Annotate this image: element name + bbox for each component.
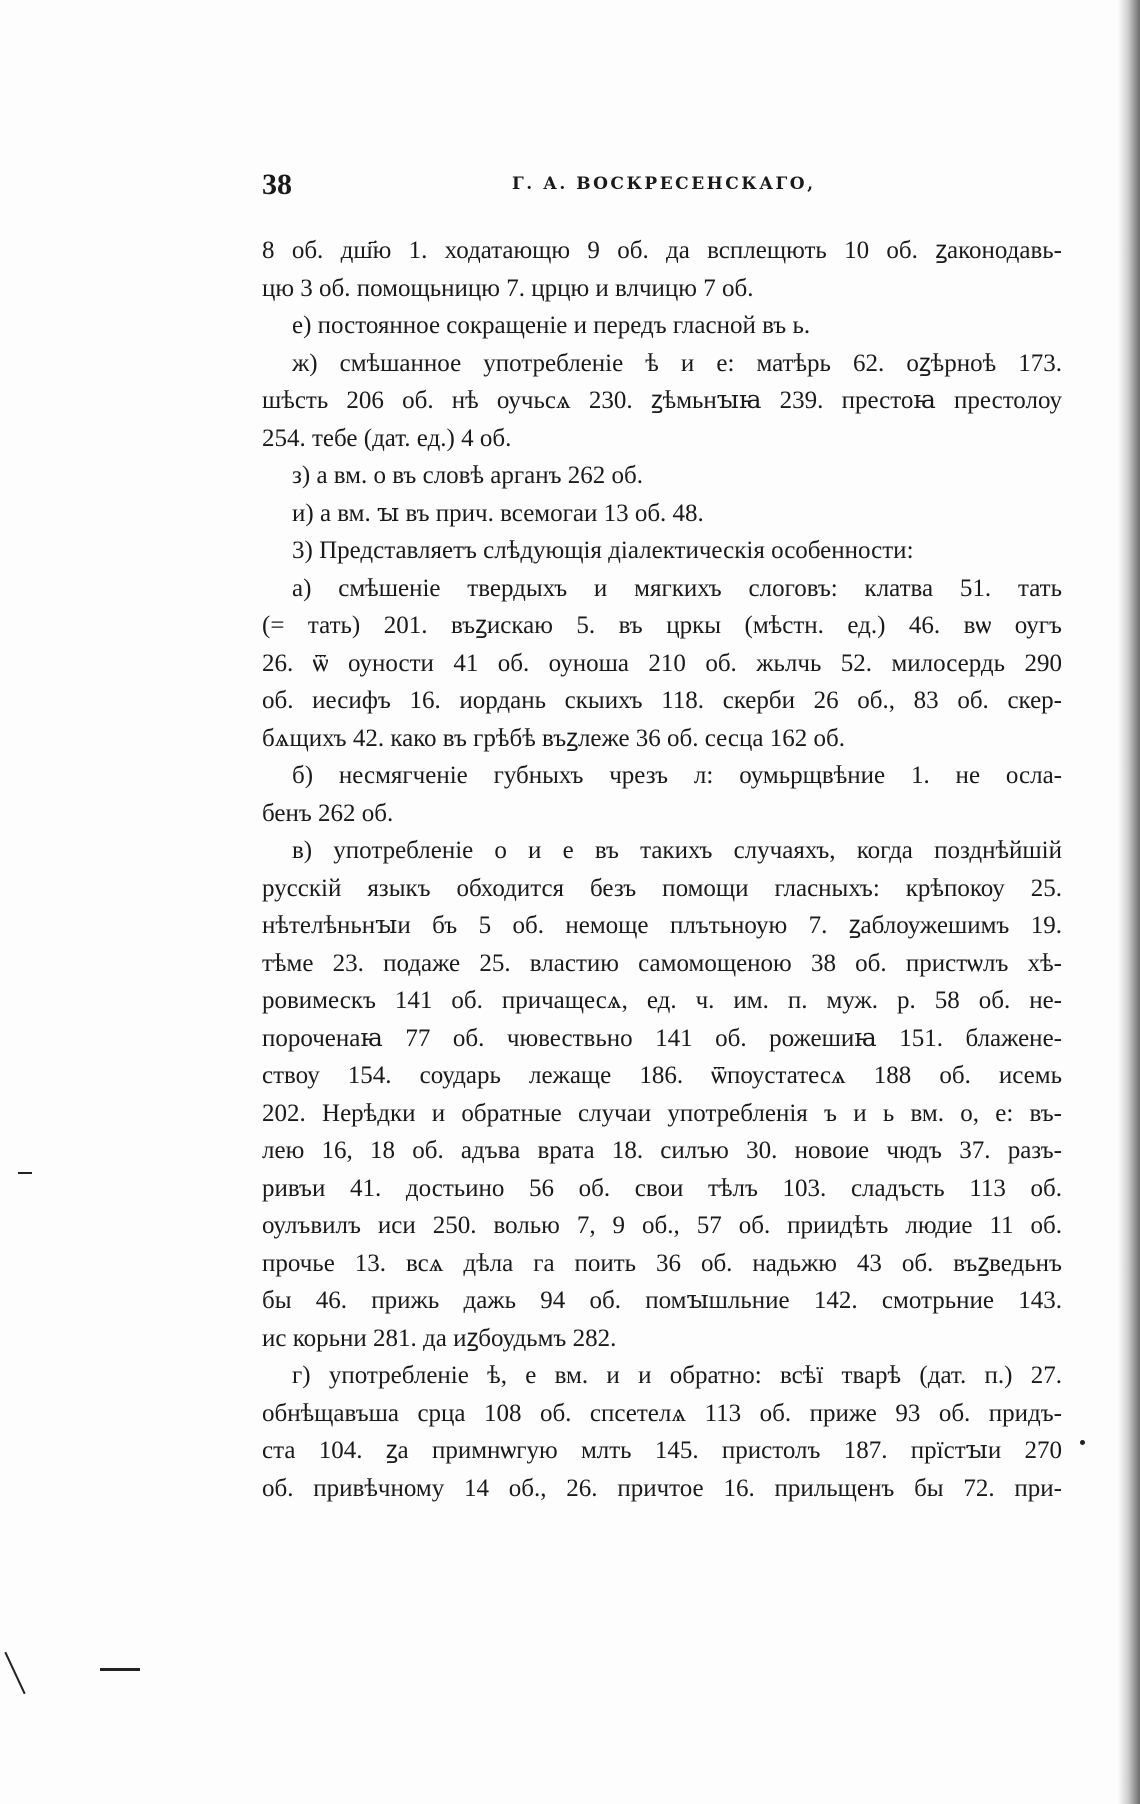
text-line: об. иесифъ 16. иордань скыихъ 118. скерби 26 об., 83 об. скер- bbox=[262, 687, 1062, 714]
text-line: пороченаꙗ 77 об. чювествьно 141 об. рожешиꙗ 151. блажене- bbox=[262, 1024, 1062, 1052]
text-line: обнѣщавъша срца 108 об. спсетелѧ 113 об. приже 93 об. придъ- bbox=[262, 1399, 1062, 1427]
text-line: в) употребленіе о и е въ такихъ случаяхъ, когда позднѣйшій bbox=[292, 837, 1062, 864]
scan-mark bbox=[100, 1668, 140, 1671]
text-line: е) постоянное сокращеніе и передъ гласной въ ь. bbox=[292, 312, 811, 339]
body-text bbox=[262, 232, 1062, 1507]
text-line: г) употребленіе ѣ, е вм. и и обратно: всѣї тварѣ (дат. п.) 27. bbox=[292, 1362, 1062, 1389]
running-head bbox=[262, 168, 1062, 208]
text-line: оулъвилъ иси 250. волью 7, 9 об., 57 об. приидѣть людие 11 об. bbox=[262, 1212, 1062, 1239]
text-line: а) смѣшеніе твердыхъ и мягкихъ слоговъ: клатва 51. тать bbox=[292, 574, 1062, 602]
text-line: бы 46. прижь дажь 94 об. помꙑшльние 142. смотрьние 143. bbox=[262, 1287, 1062, 1314]
text-line: прочье 13. всѧ дѣла га поить 36 об. надьжю 43 об. въꙁведьнъ bbox=[262, 1249, 1062, 1277]
text-line: лею 16, 18 об. адъва врата 18. силъю 30. новоие чюдъ 37. разъ- bbox=[262, 1137, 1062, 1164]
text-line: 26. ѿ оуности 41 об. оуноша 210 об. жьлчь 52. милосердь 290 bbox=[262, 649, 1062, 677]
scan-dot bbox=[1080, 1440, 1085, 1445]
text-line: 3) Представляетъ слѣдующія діалектическія особенности: bbox=[292, 537, 914, 564]
text-line: ста 104. ꙁа примнѡгую млть 145. пристолъ 187. прїстꙑи 270 bbox=[262, 1437, 1062, 1464]
running-title: Г. А. ВОСКРЕСЕНСКАГО, bbox=[512, 174, 816, 194]
text-line: 8 об. дш҃ю 1. ходатающю 9 об. да всплещють 10 об. ꙁаконодавь- bbox=[262, 237, 1062, 264]
page-number: 38 bbox=[262, 168, 292, 201]
text-line: з) а вм. о въ словѣ арганъ 262 об. bbox=[292, 462, 644, 489]
text-line: (= тать) 201. въꙁискаю 5. въ цркы (мѣстн. ед.) 46. вѡ оугъ bbox=[262, 612, 1062, 639]
text-line: ровимескъ 141 об. причащесѧ, ед. ч. им. п. муж. р. 58 об. не- bbox=[262, 987, 1062, 1014]
text-line: 202. Нерѣдки и обратные случаи употребленія ъ и ь вм. о, е: въ- bbox=[262, 1099, 1062, 1127]
text-line: бенъ 262 об. bbox=[262, 799, 394, 827]
text-line: и) а вм. ꙑ въ прич. всемогаи 13 об. 48. bbox=[292, 499, 704, 527]
text-line: ривъи 41. достьино 56 об. свои тѣлъ 103. сладъсть 113 об. bbox=[262, 1174, 1062, 1202]
text-line: ис корьни 281. да иꙁбоудьмъ 282. bbox=[262, 1324, 617, 1352]
text-line: 254. тебе (дат. ед.) 4 об. bbox=[262, 424, 512, 452]
text-line: русскій языкъ обходится безъ помощи гласныхъ: крѣпокоу 25. bbox=[262, 874, 1062, 902]
text-line: об. привѣчному 14 об., 26. причтое 16. прильщенъ бы 72. при- bbox=[262, 1474, 1062, 1502]
binding-shadow bbox=[1118, 0, 1140, 1804]
text-line: цю 3 об. помощьницю 7. црцю и влчицю 7 об. bbox=[262, 274, 754, 302]
text-line: тѣме 23. подаже 25. властию самомощеною 38 об. пристѡлъ хѣ- bbox=[262, 949, 1062, 977]
text-line: бѧщихъ 42. како въ грѣбѣ въꙁлеже 36 об. сесца 162 об. bbox=[262, 724, 845, 752]
text-line: нѣтелѣньнꙑи бъ 5 об. немоще плътьноую 7. ꙁаблоужешимъ 19. bbox=[262, 912, 1062, 939]
text-line: шѣсть 206 об. нѣ оучьсѧ 230. ꙁѣмьнꙑꙗ 239. престоꙗ престолоу bbox=[262, 387, 1062, 414]
scan-mark bbox=[4, 1652, 25, 1695]
text-line: ж) смѣшанное употребленіе ѣ и е: матѣрь 62. оꙁѣрноѣ 173. bbox=[292, 349, 1062, 377]
text-line: б) несмягченіе губныхъ чрезъ л: оумьрщвѣние 1. не осла- bbox=[292, 762, 1062, 789]
text-line: ствоу 154. соударь лежаще 186. ѿпоустатесѧ 188 об. исемь bbox=[262, 1062, 1062, 1089]
scan-mark bbox=[18, 1172, 32, 1174]
